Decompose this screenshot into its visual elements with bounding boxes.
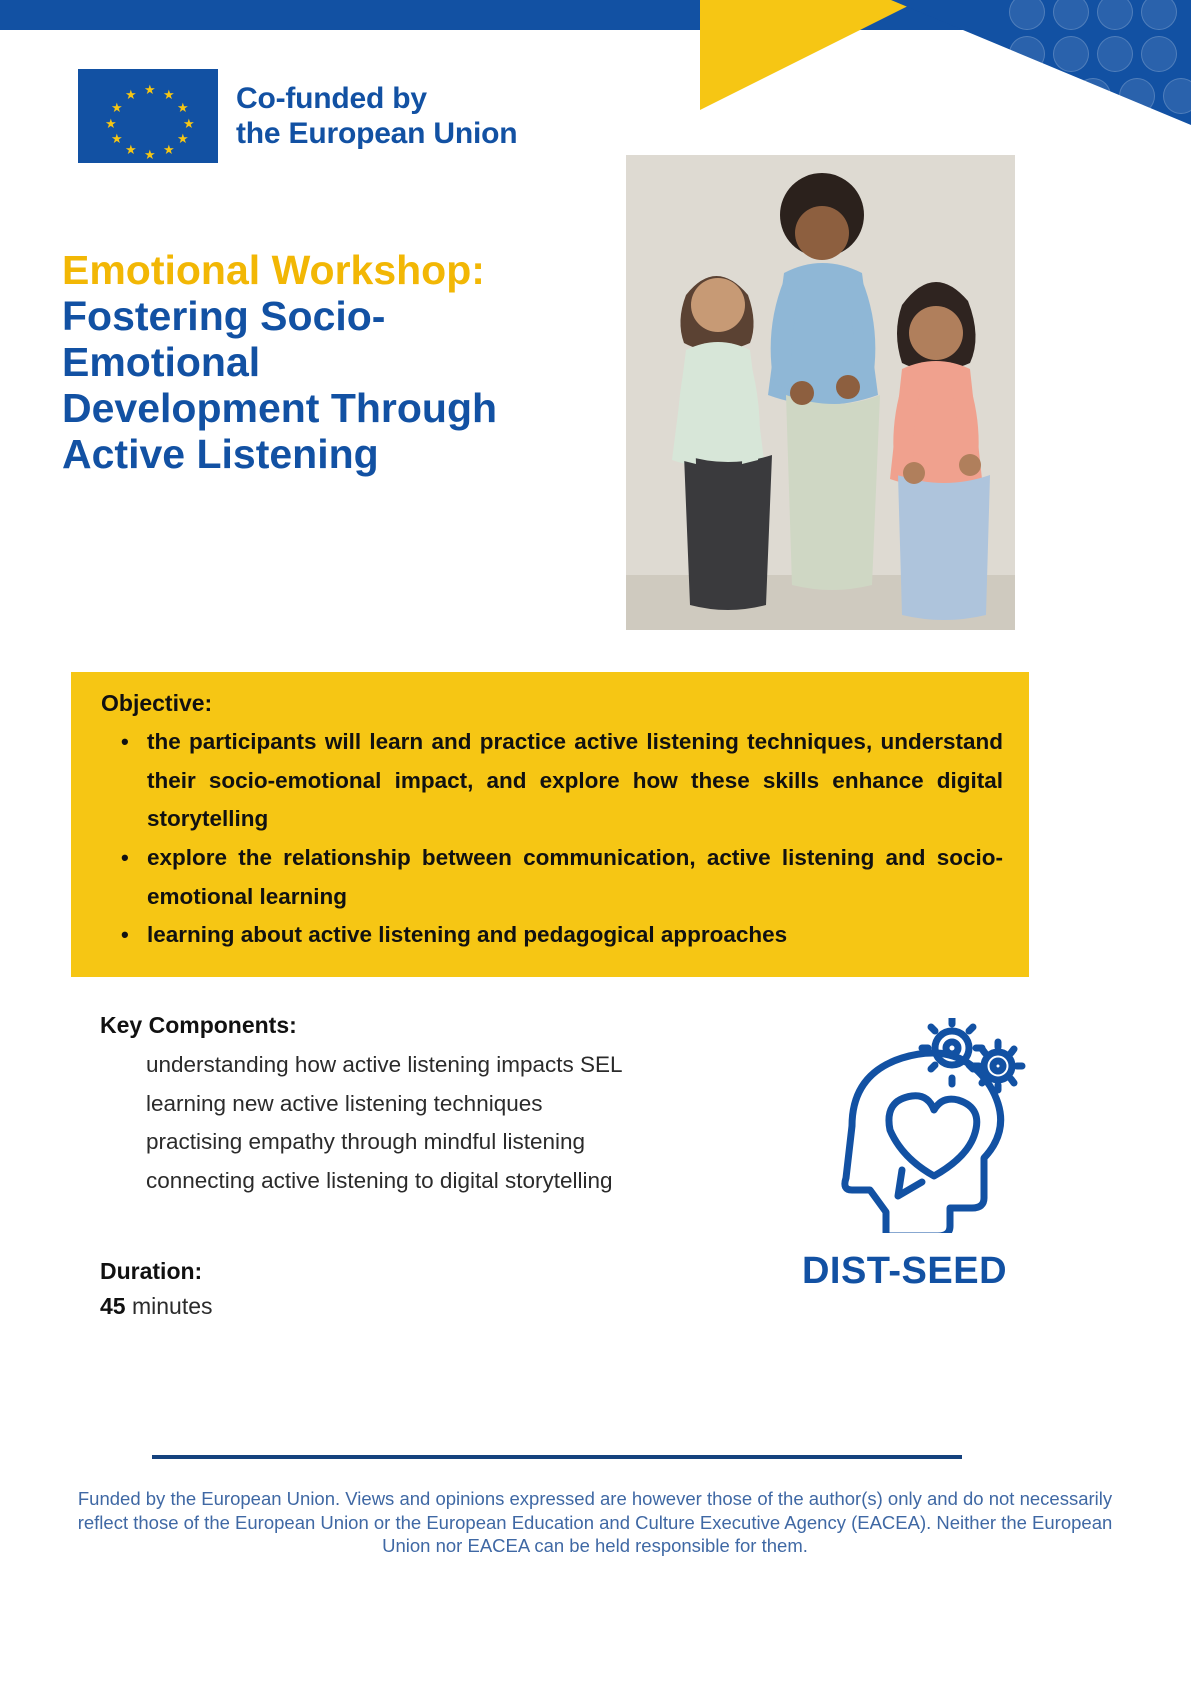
dot-pattern-decoration (1001, 0, 1191, 125)
key-components-list-item: • learning new active listening techniques (146, 1085, 760, 1124)
objective-list-item: • the participants will learn and practice active listening techniques, understand their socio-emotional impact, and explore how these skills enhance digital storytelling (147, 723, 1003, 839)
duration-number: 45 (100, 1293, 126, 1319)
objective-list-item: • learning about active listening and pedagogical approaches (147, 916, 1003, 955)
eu-logo-text (236, 81, 517, 151)
objective-heading: Objective: (101, 690, 213, 716)
title-line-1: Emotional Workshop: (62, 247, 485, 293)
key-components-list (100, 1046, 760, 1201)
footer-disclaimer: Funded by the European Union. Views and opinions expressed are however those of the author(s) only and do not necessarily reflect those of the European Union or the European Education and Culture Executive Agency (EACEA). Neither the European Union nor EACEA can be held responsible for them. (77, 1488, 1113, 1557)
objective-box (71, 672, 1029, 977)
objective-list (101, 723, 1003, 955)
title-line-2: Fostering Socio- (62, 293, 386, 340)
key-components-heading: Key Components: (100, 1012, 297, 1038)
key-components-list-item: • understanding how active listening impacts SEL (146, 1046, 760, 1085)
key-components-block (100, 1012, 760, 1201)
duration-unit: minutes (125, 1293, 213, 1319)
top-yellow-triangle (700, 0, 920, 110)
footer-divider (152, 1455, 962, 1459)
key-components-list-item: • practising empathy through mindful listening (146, 1123, 760, 1162)
eu-logo-text-line1: Co-funded by (236, 81, 427, 115)
title-line-5: Active Listening (62, 430, 379, 477)
title-line-4: Development Through (62, 385, 498, 432)
duration-block (100, 1258, 213, 1320)
duration-heading: Duration: (100, 1258, 203, 1284)
eu-cofunded-logo (78, 69, 517, 163)
eu-flag-icon: ★ ★ ★ ★ ★ ★ ★ ★ ★ ★ ★ ★ (78, 69, 218, 163)
duration-value (100, 1293, 213, 1320)
title-line-3: Emotional (62, 339, 261, 386)
dist-seed-wordmark: DIST-SEED (801, 1250, 1008, 1292)
dist-seed-logo (782, 1018, 1027, 1293)
objective-list-item: • explore the relationship between communication, active listening and socio-emotional learning (147, 839, 1003, 916)
head-heart-gears-icon (782, 1018, 1027, 1233)
hero-photo (626, 155, 1015, 630)
eu-logo-text-line2: the European Union (236, 117, 518, 150)
page-title (62, 248, 622, 478)
key-components-list-item: • connecting active listening to digital storytelling (146, 1162, 760, 1201)
hero-photo-illustration (626, 155, 1015, 630)
